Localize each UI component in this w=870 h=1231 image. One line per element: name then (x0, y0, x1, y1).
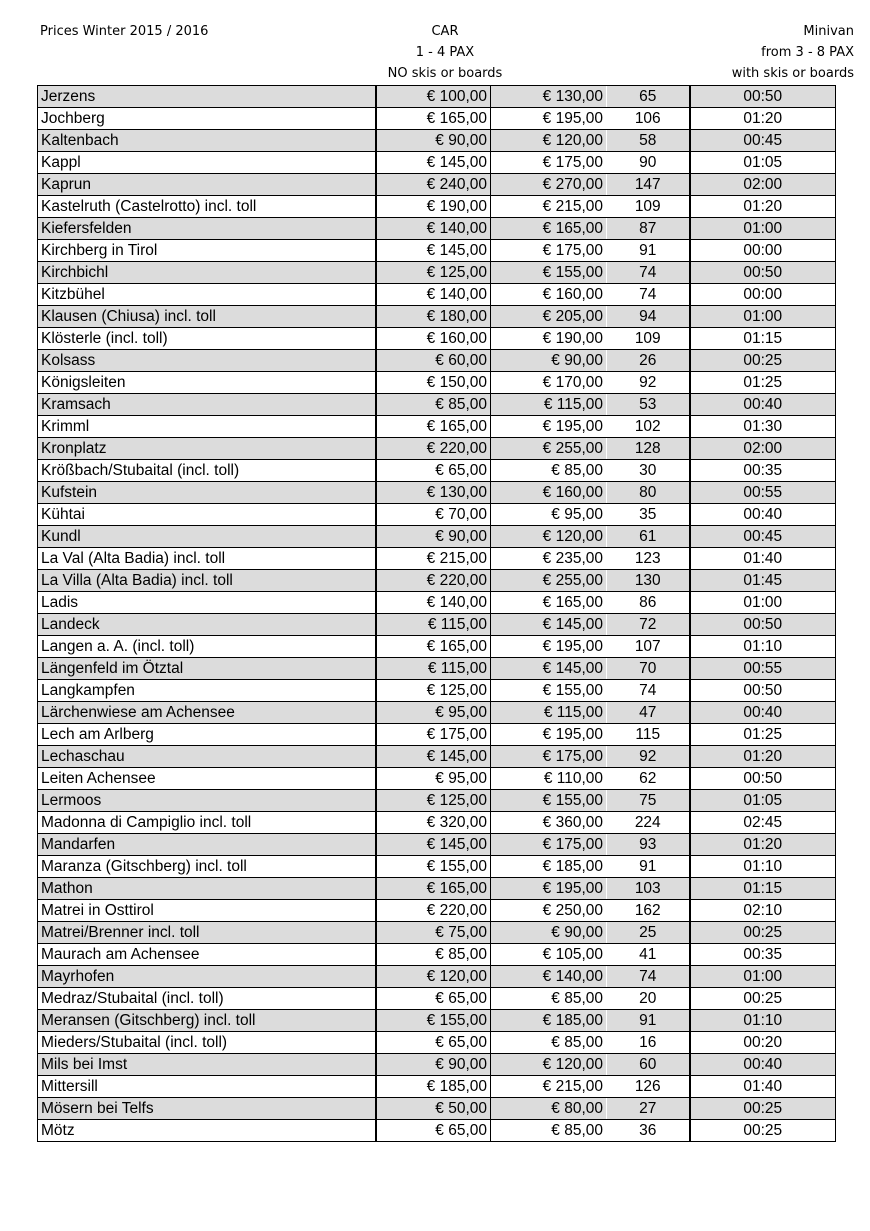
destination-cell: Landeck (38, 614, 376, 636)
destination-cell: Mandarfen (38, 834, 376, 856)
travel-time-cell: 02:45 (690, 812, 836, 834)
table-row (38, 174, 836, 196)
car-price-cell: € 115,00 (376, 614, 491, 636)
destination-cell: La Val (Alta Badia) incl. toll (38, 548, 376, 570)
destination-cell: Leiten Achensee (38, 768, 376, 790)
minivan-price-cell: € 85,00 (491, 988, 607, 1010)
distance-km-cell: 47 (607, 702, 690, 724)
minivan-price-cell: € 185,00 (491, 1010, 607, 1032)
travel-time-cell: 01:15 (690, 328, 836, 350)
distance-km-cell: 109 (607, 196, 690, 218)
distance-km-cell: 58 (607, 130, 690, 152)
table-row (38, 394, 836, 416)
distance-km-cell: 94 (607, 306, 690, 328)
table-row (38, 768, 836, 790)
destination-cell: Kundl (38, 526, 376, 548)
destination-cell: Kirchberg in Tirol (38, 240, 376, 262)
car-price-cell: € 220,00 (376, 438, 491, 460)
minivan-price-cell: € 85,00 (491, 460, 607, 482)
table-row (38, 416, 836, 438)
distance-km-cell: 60 (607, 1054, 690, 1076)
travel-time-cell: 00:20 (690, 1032, 836, 1054)
travel-time-cell: 01:00 (690, 592, 836, 614)
distance-km-cell: 103 (607, 878, 690, 900)
travel-time-cell: 01:20 (690, 834, 836, 856)
distance-km-cell: 91 (607, 240, 690, 262)
travel-time-cell: 01:10 (690, 856, 836, 878)
travel-time-cell: 01:10 (690, 1010, 836, 1032)
car-price-cell: € 215,00 (376, 548, 491, 570)
car-price-cell: € 155,00 (376, 856, 491, 878)
table-row (38, 284, 836, 306)
car-price-cell: € 180,00 (376, 306, 491, 328)
car-price-cell: € 140,00 (376, 592, 491, 614)
car-price-cell: € 165,00 (376, 416, 491, 438)
car-header-line: 1 - 4 PAX (415, 45, 475, 60)
minivan-header-line: Minivan (803, 24, 854, 39)
car-price-cell: € 140,00 (376, 218, 491, 240)
destination-cell: Matrei in Osttirol (38, 900, 376, 922)
minivan-price-cell: € 155,00 (491, 680, 607, 702)
minivan-price-cell: € 155,00 (491, 262, 607, 284)
travel-time-cell: 00:40 (690, 702, 836, 724)
minivan-price-cell: € 90,00 (491, 922, 607, 944)
distance-km-cell: 74 (607, 262, 690, 284)
table-row (38, 658, 836, 680)
price-table-body (38, 86, 836, 1142)
table-row (38, 1098, 836, 1120)
table-row (38, 1076, 836, 1098)
destination-cell: Mathon (38, 878, 376, 900)
travel-time-cell: 00:00 (690, 240, 836, 262)
minivan-price-cell: € 255,00 (491, 570, 607, 592)
car-price-cell: € 175,00 (376, 724, 491, 746)
minivan-price-cell: € 195,00 (491, 108, 607, 130)
destination-cell: Mötz (38, 1120, 376, 1142)
minivan-price-cell: € 115,00 (491, 394, 607, 416)
table-row (38, 922, 836, 944)
destination-cell: Madonna di Campiglio incl. toll (38, 812, 376, 834)
table-row (38, 1032, 836, 1054)
distance-km-cell: 74 (607, 966, 690, 988)
car-price-cell: € 190,00 (376, 196, 491, 218)
travel-time-cell: 00:00 (690, 284, 836, 306)
distance-km-cell: 126 (607, 1076, 690, 1098)
destination-cell: La Villa (Alta Badia) incl. toll (38, 570, 376, 592)
distance-km-cell: 109 (607, 328, 690, 350)
destination-cell: Langen a. A. (incl. toll) (38, 636, 376, 658)
travel-time-cell: 01:15 (690, 878, 836, 900)
table-row (38, 218, 836, 240)
table-row (38, 570, 836, 592)
minivan-price-cell: € 165,00 (491, 592, 607, 614)
car-price-cell: € 145,00 (376, 746, 491, 768)
price-table (37, 85, 836, 1142)
destination-cell: Ladis (38, 592, 376, 614)
travel-time-cell: 00:25 (690, 350, 836, 372)
minivan-price-cell: € 175,00 (491, 746, 607, 768)
travel-time-cell: 01:30 (690, 416, 836, 438)
car-price-cell: € 95,00 (376, 702, 491, 724)
car-header-line: NO skis or boards (387, 66, 503, 81)
table-row (38, 196, 836, 218)
table-row (38, 724, 836, 746)
travel-time-cell: 00:50 (690, 614, 836, 636)
distance-km-cell: 41 (607, 944, 690, 966)
car-price-cell: € 160,00 (376, 328, 491, 350)
minivan-price-cell: € 80,00 (491, 1098, 607, 1120)
car-price-cell: € 100,00 (376, 86, 491, 108)
car-price-cell: € 85,00 (376, 394, 491, 416)
travel-time-cell: 00:55 (690, 658, 836, 680)
distance-km-cell: 162 (607, 900, 690, 922)
car-price-cell: € 145,00 (376, 240, 491, 262)
travel-time-cell: 00:50 (690, 680, 836, 702)
table-row (38, 790, 836, 812)
distance-km-cell: 74 (607, 680, 690, 702)
price-list-title: Prices Winter 2015 / 2016 (40, 24, 209, 39)
travel-time-cell: 00:50 (690, 86, 836, 108)
minivan-price-cell: € 120,00 (491, 130, 607, 152)
destination-cell: Maranza (Gitschberg) incl. toll (38, 856, 376, 878)
destination-cell: Medraz/Stubaital (incl. toll) (38, 988, 376, 1010)
table-row (38, 878, 836, 900)
table-row (38, 504, 836, 526)
destination-cell: Kühtai (38, 504, 376, 526)
distance-km-cell: 123 (607, 548, 690, 570)
minivan-price-cell: € 175,00 (491, 240, 607, 262)
table-row (38, 856, 836, 878)
minivan-price-cell: € 215,00 (491, 196, 607, 218)
distance-km-cell: 224 (607, 812, 690, 834)
travel-time-cell: 01:25 (690, 724, 836, 746)
travel-time-cell: 00:35 (690, 944, 836, 966)
distance-km-cell: 91 (607, 856, 690, 878)
car-price-cell: € 125,00 (376, 680, 491, 702)
travel-time-cell: 01:05 (690, 790, 836, 812)
destination-cell: Krimml (38, 416, 376, 438)
minivan-price-cell: € 195,00 (491, 416, 607, 438)
car-price-cell: € 120,00 (376, 966, 491, 988)
car-price-cell: € 125,00 (376, 790, 491, 812)
distance-km-cell: 87 (607, 218, 690, 240)
distance-km-cell: 74 (607, 284, 690, 306)
minivan-price-cell: € 105,00 (491, 944, 607, 966)
destination-cell: Jerzens (38, 86, 376, 108)
distance-km-cell: 53 (607, 394, 690, 416)
table-row (38, 1120, 836, 1142)
minivan-price-cell: € 175,00 (491, 834, 607, 856)
car-price-cell: € 165,00 (376, 878, 491, 900)
minivan-price-cell: € 160,00 (491, 284, 607, 306)
car-price-cell: € 125,00 (376, 262, 491, 284)
distance-km-cell: 90 (607, 152, 690, 174)
minivan-price-cell: € 110,00 (491, 768, 607, 790)
destination-cell: Kirchbichl (38, 262, 376, 284)
destination-cell: Kaprun (38, 174, 376, 196)
car-price-cell: € 65,00 (376, 1120, 491, 1142)
car-price-cell: € 165,00 (376, 636, 491, 658)
minivan-price-cell: € 185,00 (491, 856, 607, 878)
distance-km-cell: 107 (607, 636, 690, 658)
distance-km-cell: 35 (607, 504, 690, 526)
car-price-cell: € 85,00 (376, 944, 491, 966)
distance-km-cell: 102 (607, 416, 690, 438)
table-row (38, 350, 836, 372)
travel-time-cell: 00:40 (690, 394, 836, 416)
car-column-header (380, 21, 510, 84)
destination-cell: Mittersill (38, 1076, 376, 1098)
destination-cell: Mieders/Stubaital (incl. toll) (38, 1032, 376, 1054)
destination-cell: Kappl (38, 152, 376, 174)
table-row (38, 152, 836, 174)
distance-km-cell: 62 (607, 768, 690, 790)
distance-km-cell: 70 (607, 658, 690, 680)
travel-time-cell: 02:00 (690, 174, 836, 196)
destination-cell: Matrei/Brenner incl. toll (38, 922, 376, 944)
destination-cell: Klausen (Chiusa) incl. toll (38, 306, 376, 328)
minivan-header-line: from 3 - 8 PAX (761, 45, 854, 60)
car-price-cell: € 95,00 (376, 768, 491, 790)
minivan-price-cell: € 85,00 (491, 1120, 607, 1142)
table-row (38, 1010, 836, 1032)
destination-cell: Lech am Arlberg (38, 724, 376, 746)
minivan-price-cell: € 145,00 (491, 614, 607, 636)
travel-time-cell: 00:25 (690, 988, 836, 1010)
table-row (38, 614, 836, 636)
car-price-cell: € 220,00 (376, 900, 491, 922)
car-price-cell: € 65,00 (376, 1032, 491, 1054)
travel-time-cell: 00:50 (690, 262, 836, 284)
travel-time-cell: 01:20 (690, 746, 836, 768)
distance-km-cell: 93 (607, 834, 690, 856)
table-row (38, 548, 836, 570)
table-row (38, 482, 836, 504)
minivan-column-header (732, 21, 854, 84)
travel-time-cell: 01:25 (690, 372, 836, 394)
minivan-price-cell: € 120,00 (491, 1054, 607, 1076)
destination-cell: Lechaschau (38, 746, 376, 768)
travel-time-cell: 01:20 (690, 108, 836, 130)
table-row (38, 900, 836, 922)
distance-km-cell: 20 (607, 988, 690, 1010)
travel-time-cell: 00:40 (690, 1054, 836, 1076)
minivan-price-cell: € 130,00 (491, 86, 607, 108)
distance-km-cell: 36 (607, 1120, 690, 1142)
minivan-price-cell: € 190,00 (491, 328, 607, 350)
table-row (38, 130, 836, 152)
car-price-cell: € 90,00 (376, 130, 491, 152)
destination-cell: Maurach am Achensee (38, 944, 376, 966)
travel-time-cell: 00:45 (690, 130, 836, 152)
destination-cell: Kiefersfelden (38, 218, 376, 240)
car-price-cell: € 185,00 (376, 1076, 491, 1098)
minivan-price-cell: € 235,00 (491, 548, 607, 570)
car-header-line: CAR (431, 24, 459, 39)
travel-time-cell: 01:20 (690, 196, 836, 218)
travel-time-cell: 00:40 (690, 504, 836, 526)
table-row (38, 988, 836, 1010)
car-price-cell: € 145,00 (376, 152, 491, 174)
table-row (38, 306, 836, 328)
destination-cell: Mils bei Imst (38, 1054, 376, 1076)
table-row (38, 328, 836, 350)
distance-km-cell: 16 (607, 1032, 690, 1054)
minivan-price-cell: € 195,00 (491, 724, 607, 746)
minivan-price-cell: € 120,00 (491, 526, 607, 548)
table-row (38, 108, 836, 130)
distance-km-cell: 147 (607, 174, 690, 196)
distance-km-cell: 72 (607, 614, 690, 636)
table-row (38, 460, 836, 482)
destination-cell: Kufstein (38, 482, 376, 504)
table-row (38, 966, 836, 988)
travel-time-cell: 01:00 (690, 218, 836, 240)
minivan-header-line: with skis or boards (731, 66, 854, 81)
table-row (38, 438, 836, 460)
car-price-cell: € 65,00 (376, 460, 491, 482)
table-row (38, 812, 836, 834)
table-row (38, 746, 836, 768)
destination-cell: Kitzbühel (38, 284, 376, 306)
car-price-cell: € 155,00 (376, 1010, 491, 1032)
minivan-price-cell: € 195,00 (491, 636, 607, 658)
car-price-cell: € 115,00 (376, 658, 491, 680)
table-row (38, 526, 836, 548)
destination-cell: Mayrhofen (38, 966, 376, 988)
distance-km-cell: 91 (607, 1010, 690, 1032)
destination-cell: Kastelruth (Castelrotto) incl. toll (38, 196, 376, 218)
destination-cell: Lärchenwiese am Achensee (38, 702, 376, 724)
travel-time-cell: 00:35 (690, 460, 836, 482)
minivan-price-cell: € 255,00 (491, 438, 607, 460)
travel-time-cell: 01:00 (690, 966, 836, 988)
travel-time-cell: 02:00 (690, 438, 836, 460)
car-price-cell: € 320,00 (376, 812, 491, 834)
table-row (38, 944, 836, 966)
destination-cell: Kramsach (38, 394, 376, 416)
table-row (38, 636, 836, 658)
table-row (38, 1054, 836, 1076)
car-price-cell: € 145,00 (376, 834, 491, 856)
destination-cell: Kronplatz (38, 438, 376, 460)
distance-km-cell: 92 (607, 746, 690, 768)
car-price-cell: € 130,00 (376, 482, 491, 504)
travel-time-cell: 02:10 (690, 900, 836, 922)
distance-km-cell: 128 (607, 438, 690, 460)
minivan-price-cell: € 145,00 (491, 658, 607, 680)
travel-time-cell: 01:40 (690, 1076, 836, 1098)
car-price-cell: € 65,00 (376, 988, 491, 1010)
minivan-price-cell: € 195,00 (491, 878, 607, 900)
distance-km-cell: 30 (607, 460, 690, 482)
car-price-cell: € 240,00 (376, 174, 491, 196)
table-row (38, 702, 836, 724)
travel-time-cell: 00:25 (690, 1120, 836, 1142)
minivan-price-cell: € 165,00 (491, 218, 607, 240)
car-price-cell: € 60,00 (376, 350, 491, 372)
car-price-cell: € 50,00 (376, 1098, 491, 1120)
travel-time-cell: 01:10 (690, 636, 836, 658)
distance-km-cell: 25 (607, 922, 690, 944)
destination-cell: Meransen (Gitschberg) incl. toll (38, 1010, 376, 1032)
car-price-cell: € 165,00 (376, 108, 491, 130)
distance-km-cell: 92 (607, 372, 690, 394)
minivan-price-cell: € 140,00 (491, 966, 607, 988)
destination-cell: Jochberg (38, 108, 376, 130)
travel-time-cell: 00:45 (690, 526, 836, 548)
car-price-cell: € 150,00 (376, 372, 491, 394)
minivan-price-cell: € 215,00 (491, 1076, 607, 1098)
minivan-price-cell: € 115,00 (491, 702, 607, 724)
travel-time-cell: 00:55 (690, 482, 836, 504)
table-row (38, 680, 836, 702)
travel-time-cell: 01:40 (690, 548, 836, 570)
travel-time-cell: 00:25 (690, 1098, 836, 1120)
distance-km-cell: 61 (607, 526, 690, 548)
distance-km-cell: 86 (607, 592, 690, 614)
minivan-price-cell: € 95,00 (491, 504, 607, 526)
table-row (38, 86, 836, 108)
distance-km-cell: 106 (607, 108, 690, 130)
destination-cell: Kolsass (38, 350, 376, 372)
table-row (38, 592, 836, 614)
destination-cell: Königsleiten (38, 372, 376, 394)
destination-cell: Klösterle (incl. toll) (38, 328, 376, 350)
table-row (38, 240, 836, 262)
distance-km-cell: 80 (607, 482, 690, 504)
minivan-price-cell: € 360,00 (491, 812, 607, 834)
minivan-price-cell: € 270,00 (491, 174, 607, 196)
distance-km-cell: 27 (607, 1098, 690, 1120)
minivan-price-cell: € 160,00 (491, 482, 607, 504)
distance-km-cell: 130 (607, 570, 690, 592)
travel-time-cell: 01:05 (690, 152, 836, 174)
minivan-price-cell: € 250,00 (491, 900, 607, 922)
car-price-cell: € 90,00 (376, 1054, 491, 1076)
minivan-price-cell: € 85,00 (491, 1032, 607, 1054)
distance-km-cell: 75 (607, 790, 690, 812)
destination-cell: Krößbach/Stubaital (incl. toll) (38, 460, 376, 482)
car-price-cell: € 75,00 (376, 922, 491, 944)
minivan-price-cell: € 175,00 (491, 152, 607, 174)
distance-km-cell: 65 (607, 86, 690, 108)
car-price-cell: € 70,00 (376, 504, 491, 526)
car-price-cell: € 90,00 (376, 526, 491, 548)
destination-cell: Lermoos (38, 790, 376, 812)
table-row (38, 372, 836, 394)
travel-time-cell: 01:45 (690, 570, 836, 592)
destination-cell: Mösern bei Telfs (38, 1098, 376, 1120)
travel-time-cell: 01:00 (690, 306, 836, 328)
car-price-cell: € 220,00 (376, 570, 491, 592)
minivan-price-cell: € 90,00 (491, 350, 607, 372)
destination-cell: Längenfeld im Ötztal (38, 658, 376, 680)
table-row (38, 262, 836, 284)
destination-cell: Langkampfen (38, 680, 376, 702)
table-row (38, 834, 836, 856)
destination-cell: Kaltenbach (38, 130, 376, 152)
travel-time-cell: 00:50 (690, 768, 836, 790)
minivan-price-cell: € 170,00 (491, 372, 607, 394)
distance-km-cell: 115 (607, 724, 690, 746)
car-price-cell: € 140,00 (376, 284, 491, 306)
minivan-price-cell: € 205,00 (491, 306, 607, 328)
distance-km-cell: 26 (607, 350, 690, 372)
travel-time-cell: 00:25 (690, 922, 836, 944)
minivan-price-cell: € 155,00 (491, 790, 607, 812)
